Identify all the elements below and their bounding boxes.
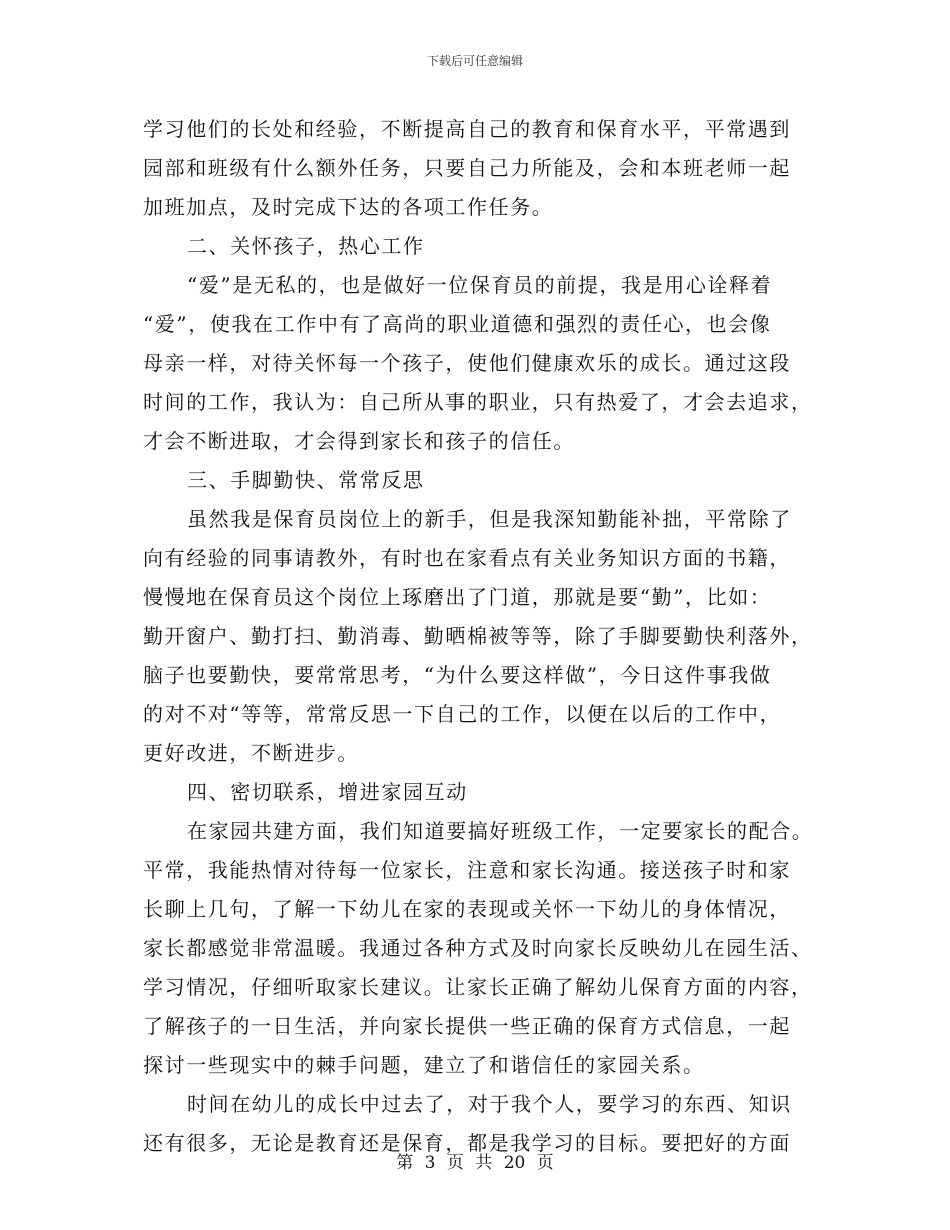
body-line: 母亲一样，对待关怀每一个孩子，使他们健康欢乐的成长。通过这段 — [143, 351, 791, 375]
body-line: 的对不对“等等，常常反思一下自己的工作，以便在以后的工作中， — [143, 702, 782, 726]
body-line: 还有很多，无论是教育还是保育，都是我学习的目标。要把好的方面 — [143, 1131, 791, 1155]
body-line: 时间的工作，我认为：自己所从事的职业，只有热爱了，才会去追求， — [143, 390, 813, 414]
body-line: 虽然我是保育员岗位上的新手，但是我深知勤能补拙，平常除了 — [187, 507, 792, 531]
body-line: 平常，我能热情对待每一位家长，注意和家长沟通。接送孩子时和家 — [143, 858, 791, 882]
body-line: “爱”，使我在工作中有了高尚的职业道德和强烈的责任心，也会像 — [143, 312, 772, 336]
body-line: “爱”是无私的，也是做好一位保育员的前提，我是用心诠释着 — [187, 273, 773, 297]
body-line: 学习他们的长处和经验，不断提高自己的教育和保育水平，平常遇到 — [143, 117, 791, 141]
body-line: 园部和班级有什么额外任务，只要自己力所能及，会和本班老师一起 — [143, 156, 791, 180]
body-line: 向有经验的同事请教外，有时也在家看点有关业务知识方面的书籍， — [143, 546, 791, 570]
body-line: 慢慢地在保育员这个岗位上琢磨出了门道，那就是要“勤”，比如： — [143, 585, 772, 609]
body-line: 勤开窗户、勤打扫、勤消毒、勤晒棉被等等，除了手脚要勤快利落外， — [143, 624, 813, 648]
section-heading: 三、手脚勤快、常常反思 — [187, 468, 425, 492]
body-line: 探讨一些现实中的棘手问题，建立了和谐信任的家园关系。 — [143, 1053, 705, 1077]
section-heading: 四、密切联系，增进家园互动 — [187, 780, 468, 804]
body-line: 加班加点，及时完成下达的各项工作任务。 — [143, 195, 554, 219]
body-line: 时间在幼儿的成长中过去了，对于我个人，要学习的东西、知识 — [187, 1092, 792, 1116]
page-number: 第 3 页 共 20 页 — [396, 1153, 554, 1173]
body-line: 了解孩子的一日生活，并向家长提供一些正确的保育方式信息，一起 — [143, 1014, 791, 1038]
section-heading: 二、关怀孩子，热心工作 — [187, 234, 425, 258]
body-line: 家长都感觉非常温暖。我通过各种方式及时向家长反映幼儿在园生活、 — [143, 936, 813, 960]
body-line: 长聊上几句，了解一下幼儿在家的表现或关怀一下幼儿的身体情况， — [143, 897, 791, 921]
body-line: 脑子也要勤快，要常常思考，“为什么要这样做”，今日这件事我做 — [143, 663, 772, 687]
body-line: 在家园共建方面，我们知道要搞好班级工作，一定要家长的配合。 — [187, 819, 814, 843]
body-line: 更好改进，不断进步。 — [143, 741, 359, 765]
body-line: 才会不断进取，才会得到家长和孩子的信任。 — [143, 429, 575, 453]
document-body — [143, 110, 814, 1163]
page-header: 下载后可任意编辑 — [426, 54, 523, 68]
body-line: 学习情况，仔细听取家长建议。让家长正确了解幼儿保育方面的内容， — [143, 975, 813, 999]
